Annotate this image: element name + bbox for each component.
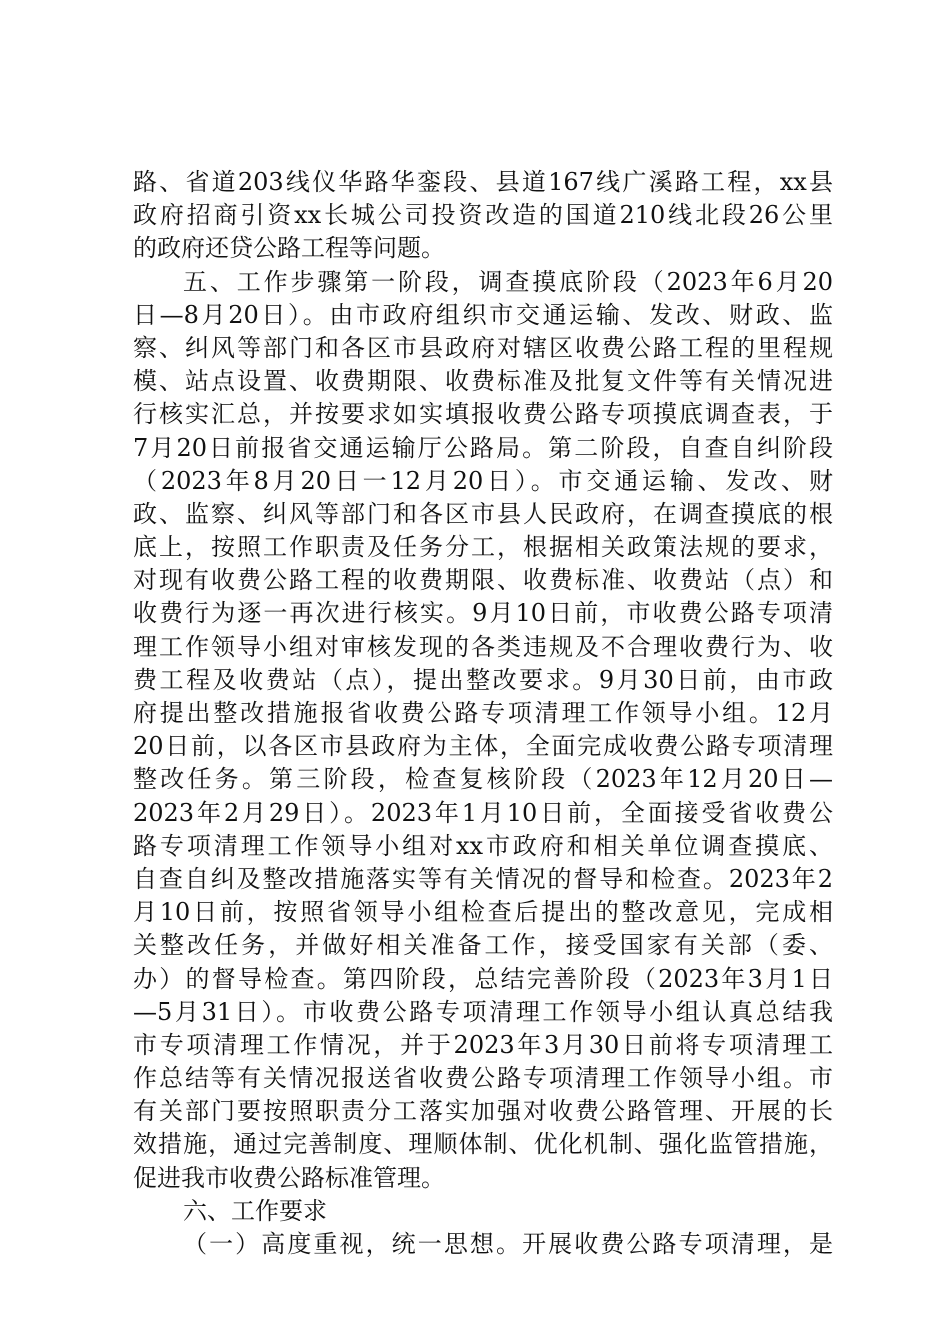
- text-line: 底上，按照工作职责及任务分工，根据相关政策法规的要求，: [133, 533, 833, 562]
- text-line: 2023年2月29日）。2023年1月10日前，全面接受省收费公: [133, 798, 833, 827]
- text-line: 五、工作步骤第一阶段，调查摸底阶段（2023年6月20: [183, 267, 833, 296]
- text-line: 整改任务。第三阶段，检查复核阶段（2023年12月20日—: [133, 765, 833, 794]
- text-line: 日—8月20日）。由市政府组织市交通运输、发改、财政、监: [133, 300, 833, 329]
- text-line: 效措施，通过完善制度、理顺体制、优化机制、强化监管措施，: [133, 1130, 833, 1159]
- text-line: 路、省道203线仪华路华銮段、县道167线广溪路工程，xx县: [133, 168, 833, 196]
- body-text: [133, 166, 833, 1261]
- text-line: 路专项清理工作领导小组对xx市政府和相关单位调查摸底、: [133, 831, 833, 860]
- text-line: 理工作领导小组对审核发现的各类违规及不合理收费行为、收: [133, 632, 833, 661]
- text-line: 20日前，以各区市县政府为主体，全面完成收费公路专项清理: [133, 732, 833, 761]
- text-line: 自查自纠及整改措施落实等有关情况的督导和检查。2023年2: [133, 864, 833, 893]
- text-line: 费工程及收费站（点），提出整改要求。9月30日前，由市政: [133, 665, 833, 694]
- text-line: 府提出整改措施报省收费公路专项清理工作领导小组。12月: [133, 699, 833, 727]
- text-line: 促进我市收费公路标准管理。: [133, 1163, 445, 1192]
- text-line: 的政府还贷公路工程等问题。: [133, 234, 445, 263]
- text-line: 收费行为逐一再次进行核实。9月10日前，市收费公路专项清: [133, 599, 833, 628]
- text-line: 市专项清理工作情况，并于2023年3月30日前将专项清理工: [133, 1030, 833, 1059]
- text-line: 政府招商引资xx长城公司投资改造的国道210线北段26公里: [133, 201, 833, 230]
- text-line: 月10日前，按照省领导小组检查后提出的整改意见，完成相: [133, 898, 833, 927]
- text-line: 有关部门要按照职责分工落实加强对收费公路管理、开展的长: [133, 1097, 833, 1126]
- text-line: 关整改任务，并做好相关准备工作，接受国家有关部（委、: [133, 931, 833, 960]
- text-line: —5月31日）。市收费公路专项清理工作领导小组认真总结我: [133, 997, 833, 1026]
- text-line: 六、工作要求: [183, 1196, 327, 1225]
- text-line: 办）的督导检查。第四阶段，总结完善阶段（2023年3月1日: [133, 964, 833, 993]
- text-line: 行核实汇总，并按要求如实填报收费公路专项摸底调查表，于: [133, 400, 833, 429]
- text-line: （2023年8月20日一12月20日）。市交通运输、发改、财: [133, 466, 833, 495]
- text-line: 对现有收费公路工程的收费期限、收费标准、收费站（点）和: [133, 566, 833, 595]
- text-line: 7月20日前报省交通运输厅公路局。第二阶段，自查自纠阶段: [133, 433, 833, 462]
- text-line: 作总结等有关情况报送省收费公路专项清理工作领导小组。市: [133, 1064, 833, 1093]
- text-line: 政、监察、纠风等部门和各区市县人民政府，在调查摸底的根: [133, 499, 833, 528]
- text-line: （一）高度重视，统一思想。开展收费公路专项清理，是: [183, 1230, 833, 1258]
- text-line: 察、纠风等部门和各区市县政府对辖区收费公路工程的里程规: [133, 333, 833, 362]
- text-line: 模、站点设置、收费期限、收费标准及批复文件等有关情况进: [133, 367, 833, 396]
